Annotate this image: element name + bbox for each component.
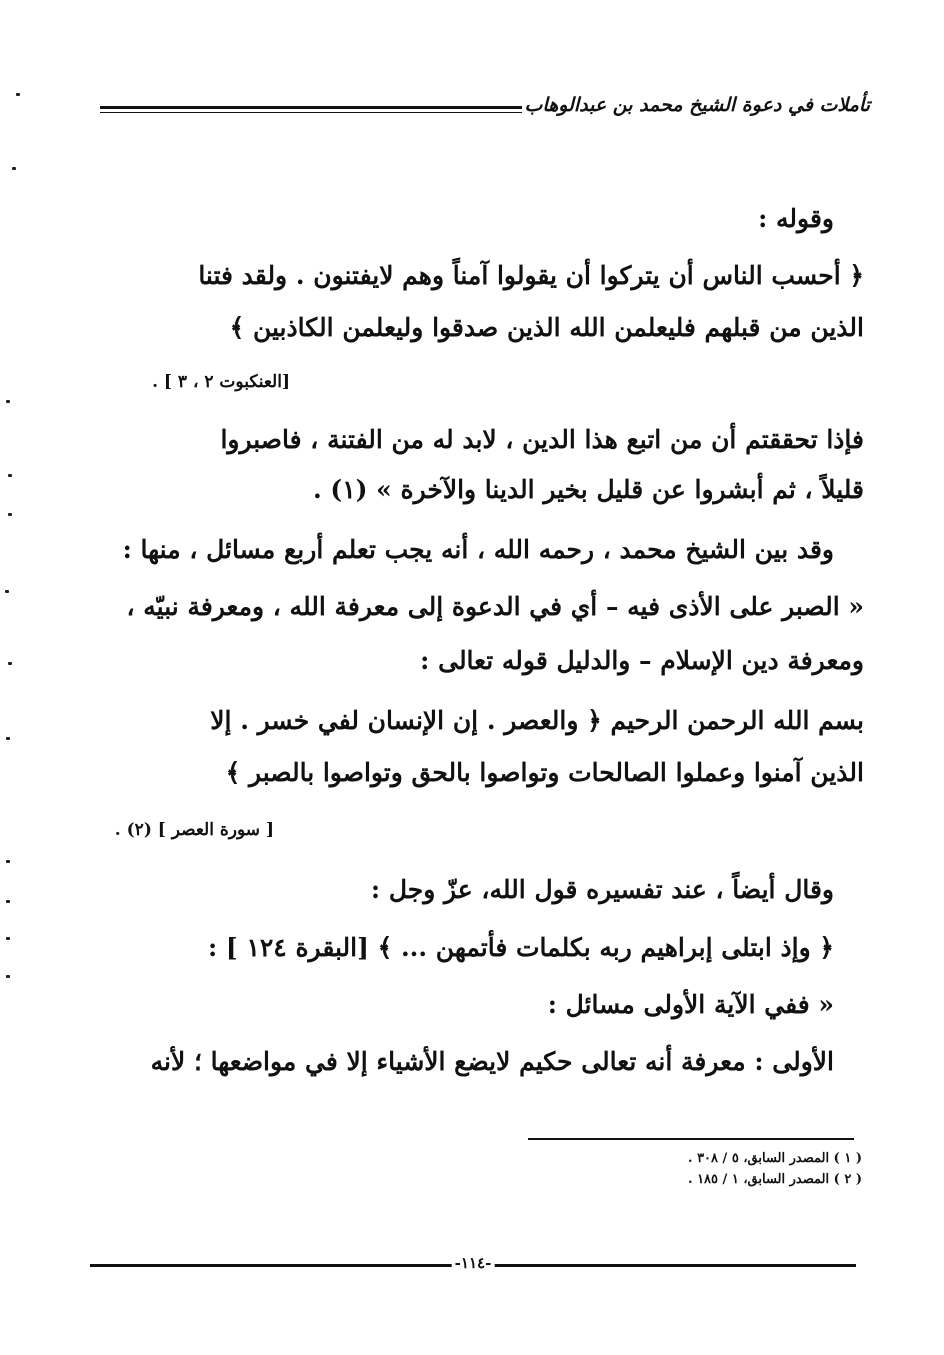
scan-speck — [8, 662, 12, 665]
text-line: وقوله : — [758, 204, 834, 233]
scan-speck — [6, 860, 10, 863]
scan-speck — [6, 937, 10, 940]
scan-speck — [6, 975, 10, 978]
text-line: وقد بين الشيخ محمد ، رحمه الله ، أنه يجب تعلم أربع مسائل ، منها : — [122, 535, 834, 564]
scan-speck — [5, 590, 9, 593]
running-header — [100, 94, 870, 128]
text-line: وقال أيضاً ، عند تفسيره قول الله، عزّ وجل : — [370, 875, 834, 904]
quran-verse-line: الذين من قبلهم فليعلمن الله الذين صدقوا وليعلمن الكاذبين ﴾ — [229, 313, 864, 342]
header-rule — [100, 106, 522, 113]
scan-speck — [8, 513, 12, 516]
text-line: « الصبر على الأذى فيه – أي في الدعوة إلى معرفة الله ، ومعرفة نبيّه ، — [126, 592, 864, 621]
text-line: فإذا تحققتم أن من اتبع هذا الدين ، لابد له من الفتنة ، فاصبروا — [220, 425, 864, 454]
verse-reference: [العنكبوت ٢ ، ٣ ] . — [152, 372, 290, 392]
quran-verse-line: ﴿ أحسب الناس أن يتركوا أن يقولوا آمناً وهم لايفتنون . ولقد فتنا — [198, 261, 864, 290]
header-title: تأملات في دعوة الشيخ محمد بن عبدالوهاب — [524, 94, 870, 116]
text-line: « ففي الآية الأولى مسائل : — [547, 990, 834, 1019]
quran-verse-line: بسم الله الرحمن الرحيم ﴿ والعصر . إن الإنسان لفي خسر . إلا — [210, 706, 864, 735]
verse-reference: [ سورة العصر ] (٢) . — [114, 820, 274, 840]
text-line: ومعرفة دين الإسلام – والدليل قوله تعالى : — [420, 646, 864, 675]
quran-verse-line: الذين آمنوا وعملوا الصالحات وتواصوا بالحق وتواصوا بالصبر ﴾ — [225, 758, 864, 787]
footnote-rule — [528, 1138, 854, 1140]
quran-verse-line: ﴿ وإذ ابتلى إبراهيم ربه بكلمات فأتمهن ... ﴾ [البقرة ١٢٤ ] : — [207, 933, 834, 962]
page-number: -١١٤- — [452, 1254, 495, 1272]
scan-speck — [12, 167, 16, 170]
footnote: ( ٢ ) المصدر السابق، ١ / ١٨٥ . — [688, 1172, 862, 1187]
scan-speck — [6, 900, 10, 903]
scan-speck — [6, 737, 10, 740]
footnote: ( ١ ) المصدر السابق، ٥ / ٣٠٨ . — [688, 1151, 862, 1166]
page-footer — [90, 1256, 856, 1276]
text-line: الأولى : معرفة أنه تعالى حكيم لايضع الأشياء إلا في مواضعها ؛ لأنه — [150, 1047, 834, 1076]
scan-speck — [8, 474, 12, 477]
scan-speck — [16, 93, 20, 96]
scan-speck — [6, 400, 10, 403]
text-line: قليلاً ، ثم أبشروا عن قليل بخير الدينا والآخرة » (١) . — [312, 475, 864, 504]
